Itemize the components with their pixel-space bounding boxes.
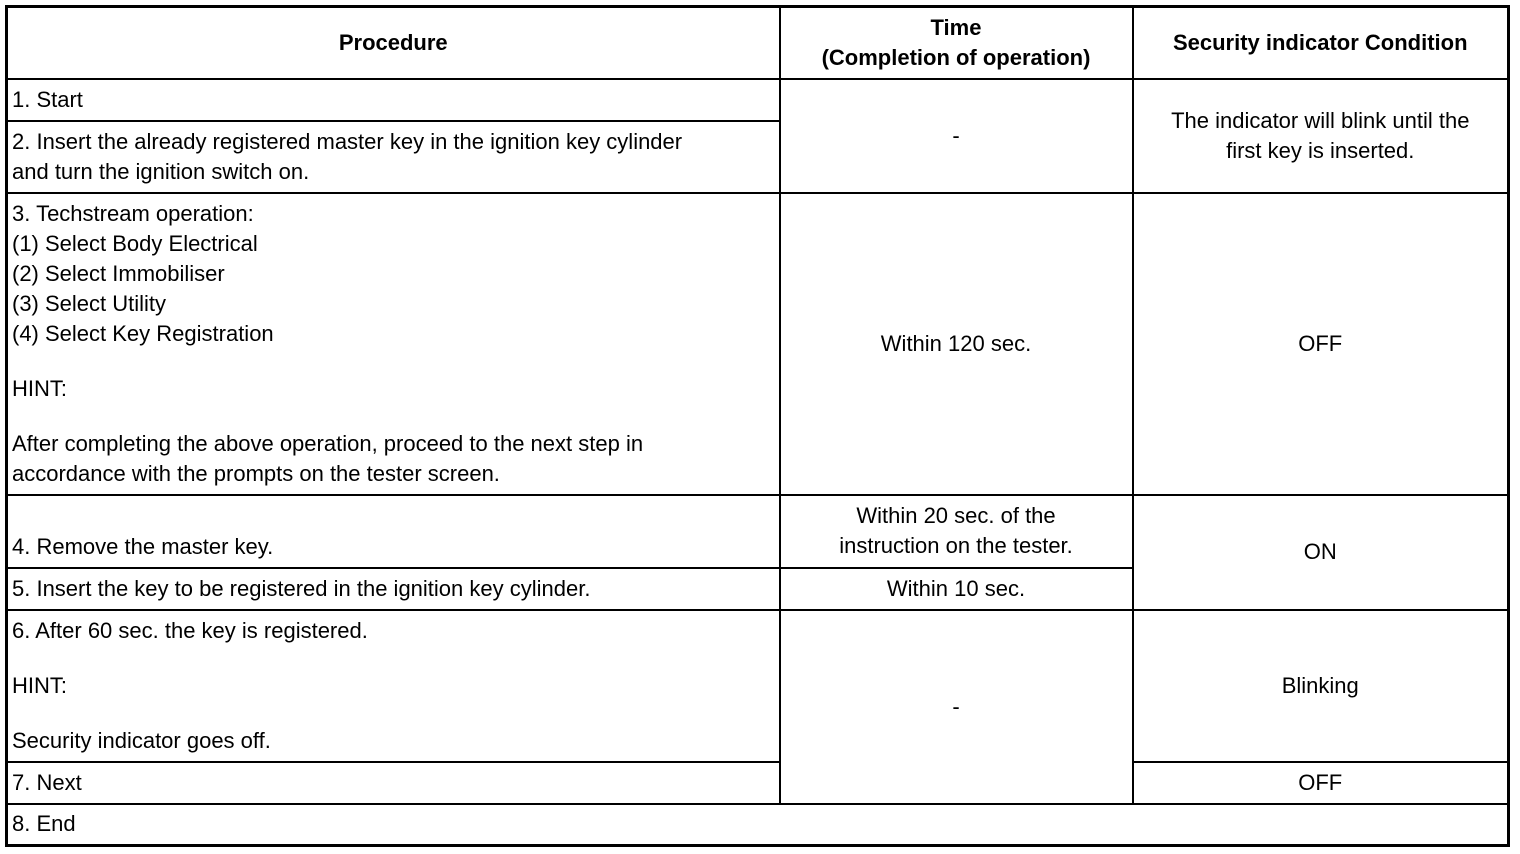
procedure-step-2-line1: 2. Insert the already registered master key in the ignition key cylinder <box>12 128 683 154</box>
header-indicator: Security indicator Condition <box>1133 7 1509 79</box>
procedure-step-4: 4. Remove the master key. <box>7 495 780 568</box>
indicator-steps-1-2-line1: The indicator will blink until the <box>1171 107 1470 133</box>
table-row <box>7 193 1509 495</box>
time-steps-6-7: - <box>780 610 1133 804</box>
table-row <box>7 495 1509 568</box>
table-row <box>7 79 1509 121</box>
time-step-4 <box>780 495 1133 568</box>
step-6-hint: HINT: <box>12 672 67 698</box>
step-3-note-line2: accordance with the prompts on the tester screen. <box>12 460 500 486</box>
step-3-hint: HINT: <box>12 375 67 401</box>
indicator-steps-4-5: ON <box>1133 495 1509 610</box>
time-step-4-line2: instruction on the tester. <box>839 533 1073 558</box>
step-3-note-line1: After completing the above operation, proceed to the next step in <box>12 430 644 456</box>
procedure-step-7: 7. Next <box>7 762 780 804</box>
indicator-step-3: OFF <box>1133 193 1509 495</box>
indicator-step-6: Blinking <box>1133 610 1509 762</box>
time-step-5: Within 10 sec. <box>780 568 1133 610</box>
procedure-step-5: 5. Insert the key to be registered in the ignition key cylinder. <box>7 568 780 610</box>
step-3-line4: (3) Select Utility <box>12 290 167 316</box>
procedure-step-3 <box>7 193 780 495</box>
time-step-3: Within 120 sec. <box>780 193 1133 495</box>
header-time-line2: (Completion of operation) <box>821 44 1091 70</box>
time-steps-1-2: - <box>780 79 1133 193</box>
procedure-step-2-line2: and turn the ignition switch on. <box>12 158 310 184</box>
table-row <box>7 610 1509 762</box>
procedure-step-8: 8. End <box>7 804 1509 846</box>
step-3-line2: (1) Select Body Electrical <box>12 230 258 256</box>
indicator-steps-1-2 <box>1133 79 1509 193</box>
step-3-line1: 3. Techstream operation: <box>12 200 254 226</box>
header-procedure: Procedure <box>7 7 780 79</box>
step-6-note: Security indicator goes off. <box>12 727 271 753</box>
key-registration-table-container <box>5 5 1510 847</box>
header-time <box>780 7 1133 79</box>
time-step-4-line1: Within 20 sec. of the <box>856 503 1056 528</box>
step-3-line5: (4) Select Key Registration <box>12 320 274 346</box>
procedure-step-2 <box>7 121 780 193</box>
procedure-step-1: 1. Start <box>7 79 780 121</box>
step-6-line1: 6. After 60 sec. the key is registered. <box>12 617 368 643</box>
indicator-steps-1-2-line2: first key is inserted. <box>1226 137 1415 163</box>
header-row <box>7 7 1509 79</box>
header-time-line1: Time <box>930 14 982 40</box>
step-3-line3: (2) Select Immobiliser <box>12 260 225 286</box>
indicator-step-7: OFF <box>1133 762 1509 804</box>
procedure-step-6 <box>7 610 780 762</box>
key-registration-table <box>5 5 1510 847</box>
table-row <box>7 762 1509 804</box>
table-row <box>7 804 1509 846</box>
